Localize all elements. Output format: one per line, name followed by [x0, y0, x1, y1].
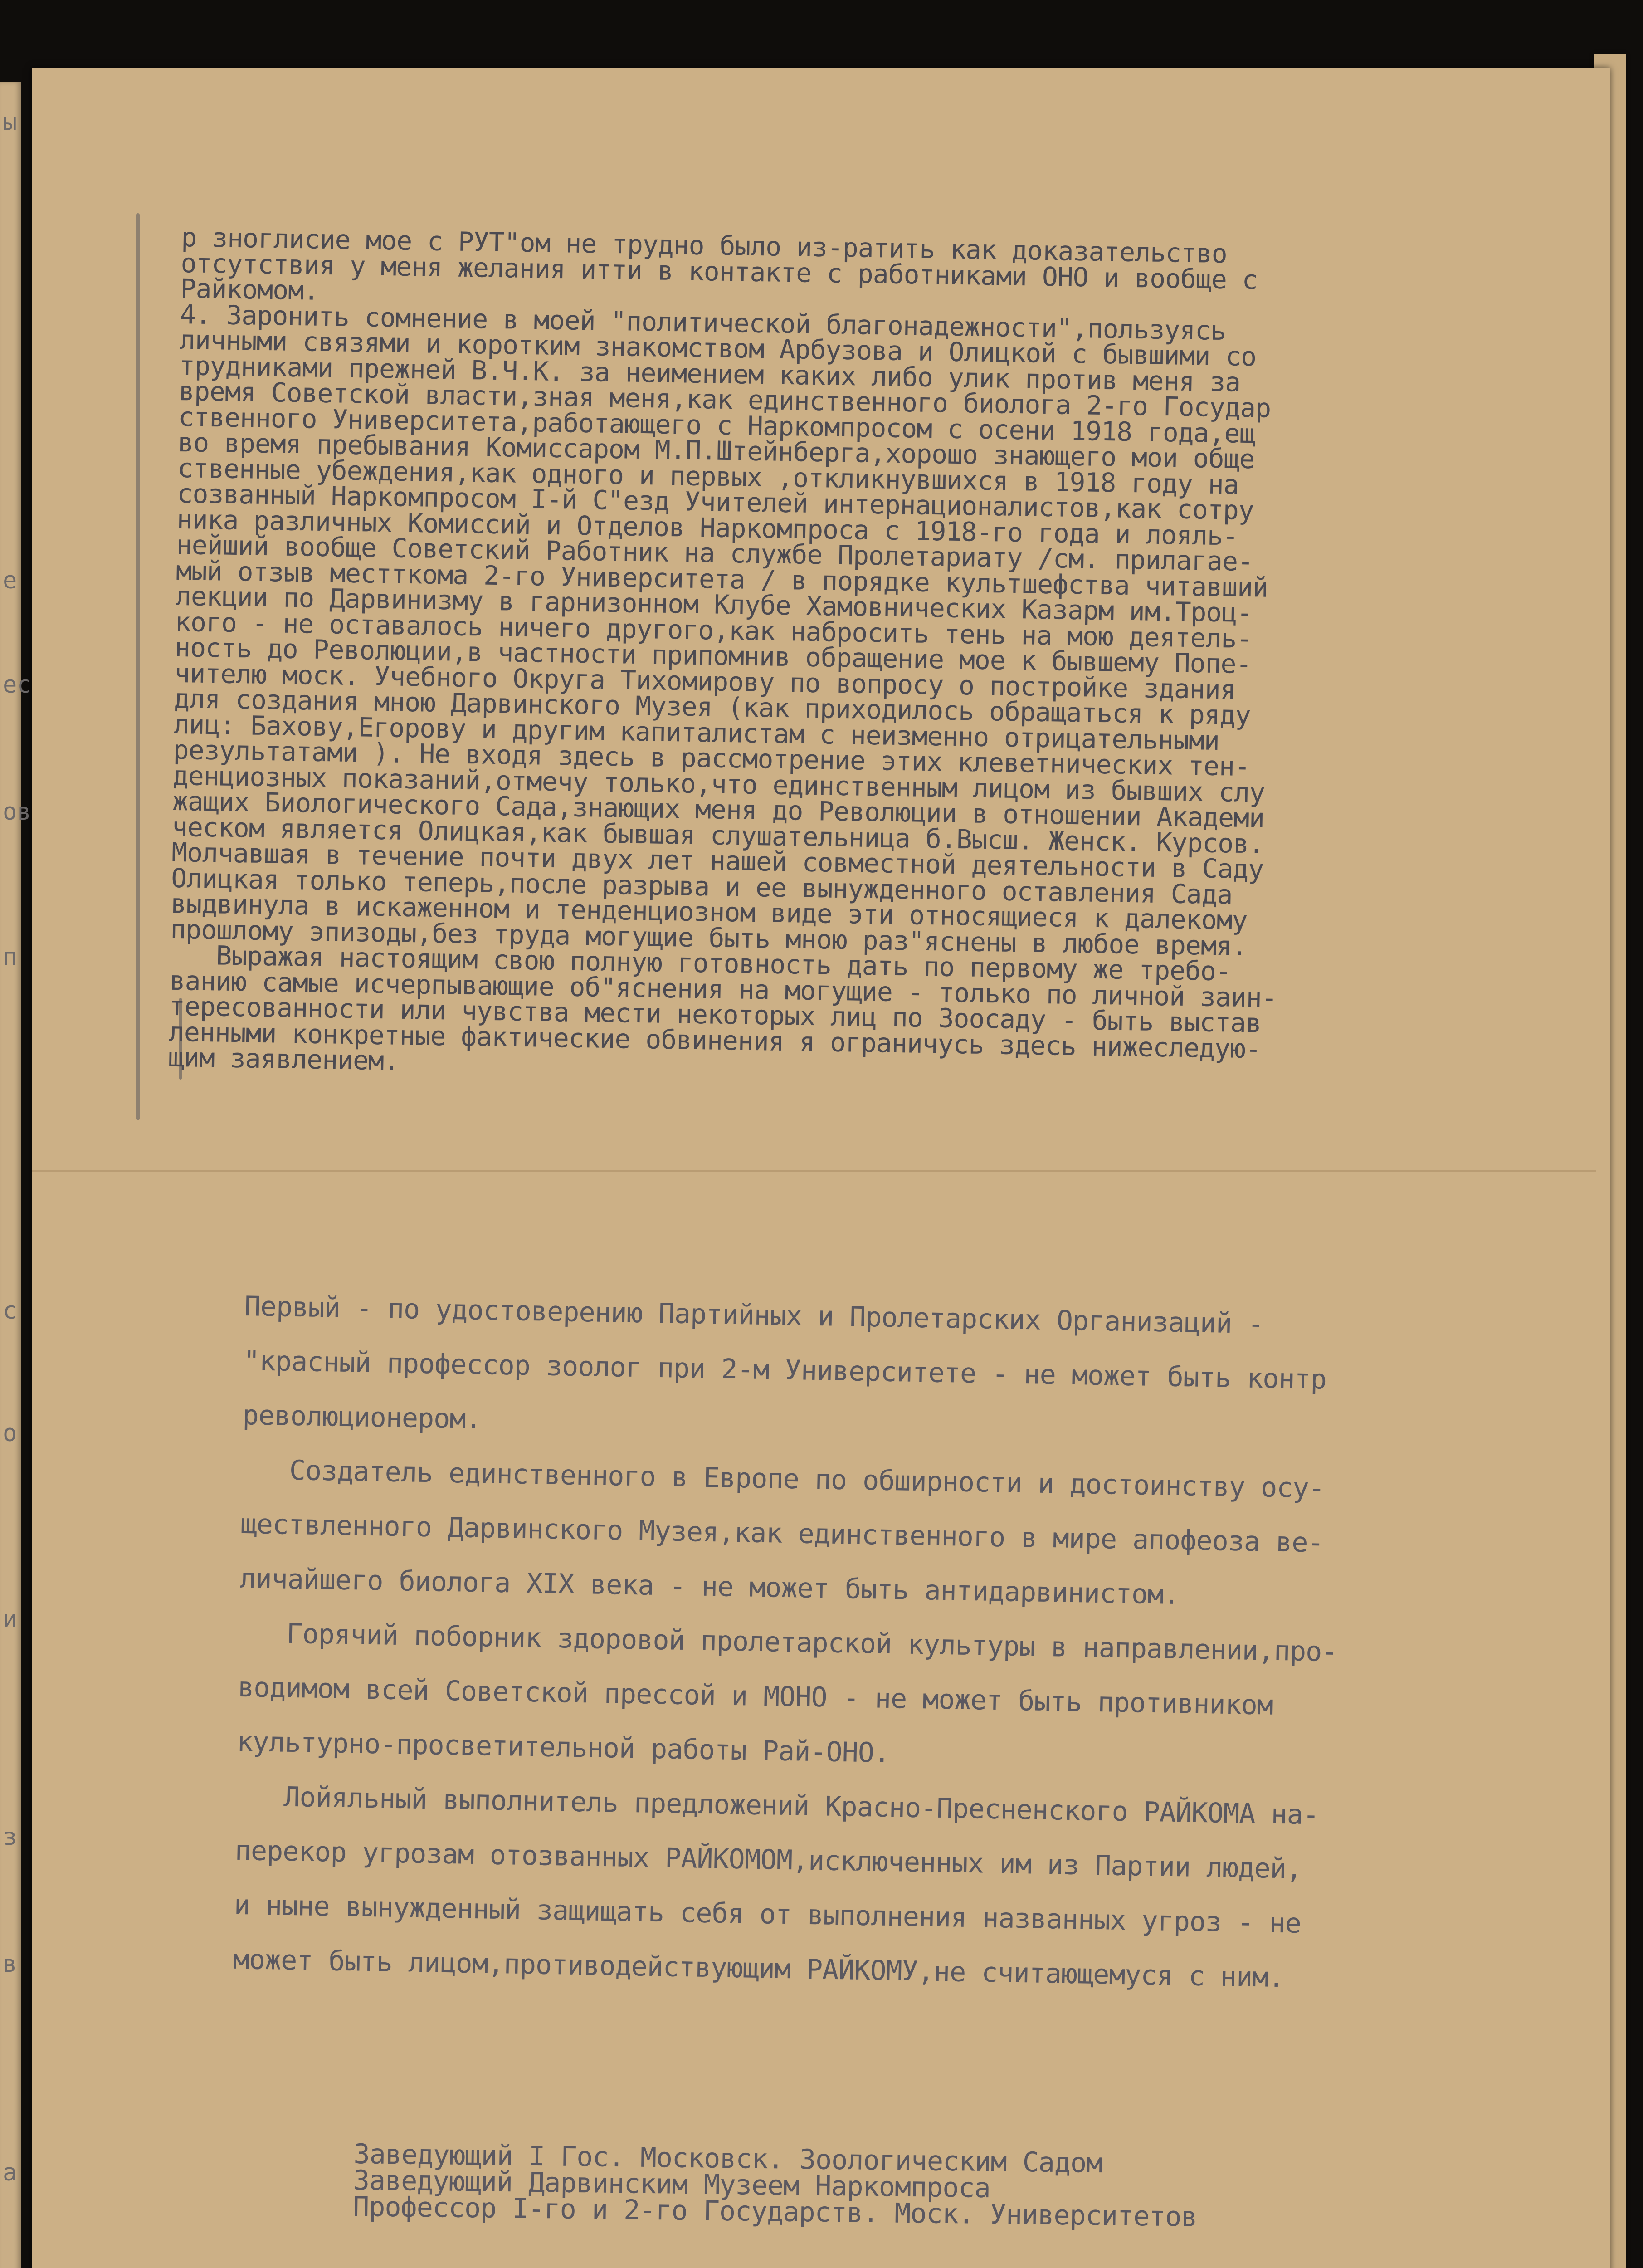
margin-letter: и [3, 1606, 17, 1633]
margin-letter: с [3, 1297, 17, 1325]
margin-letter: ов [3, 798, 31, 826]
margin-letter: о [3, 1420, 17, 1447]
typed-paragraph-statements: Первый - по удостоверению Партийных и Пролетарских Организаций - "красный профессор зоолог при 2-м Университете - не может быть контр революционером. Создатель единственного в Европе по обширности и достоинству осу- ществленного Дарвинского Музея,как единственного в мире апофеоза ве- личайшего биолога XIX века - не может быть антидарвинистом. Горячий поборник здоровой пролетарской культуры в направлении,про- водимом всей Советской прессой и МОНО - не может быть противником культурно-просветительной работы Рай-ОНО. Лойяльный выполнитель предложений Красно-Пресненского РАЙКОМА на- перекор угрозам отозванных РАЙКОМОМ,исключенных им из Партии людей, и ныне вынужденный защищать себя от выполнения названных угроз - не может быть лицом,противодействующим РАЙКОМУ,не считающемуся с ним. [233, 1290, 1338, 1994]
margin-letter: ес [3, 671, 31, 699]
paper-fold-line [32, 1170, 1596, 1172]
margin-letter: п [3, 943, 17, 971]
margin-pencil-mark [136, 213, 140, 1120]
margin-letter: ы [3, 109, 17, 136]
margin-letter: а [3, 2159, 17, 2186]
typed-paragraph-main: р зноглисие мое с РУТ"ом не трудно было из-ратить как доказательство отсутствия у меня желания итти в контакте с работниками ОНО и вообще с Райкомом. 4. Заронить сомнение в моей "политической благонадежности",пользуясь личными связями и коротким знакомством Арбузова и Олицкой с бывшими со трудниками прежней В.Ч.К. за неимением каких либо улик против меня за время Советской власти,зная меня,как единственного биолога 2-го Государ ственного Университета,работающего с Наркомпросом с осени 1918 года,ещ во время пребывания Комиссаром М.П.Штейнберга,хорошо знающего мои обще ственные убеждения,как одного и первых ,откликнувшихся в 1918 году на созванный Наркомпросом I-й С"езд Учителей интернационалистов,как сотру ника различных Комиссий и Отделов Наркомпроса с 1918-го года и лояль- нейший вообще Советский Работник на службе Пролетариату /см. прилагае- мый отзыв местткома 2-го Университета / в порядке культшефства читавший лекции по Дарвинизму в гарнизонном Клубе Хамовнических Казарм им.Троц- кого - не оставалось ничего другого,как набросить тень на мою деятель- ность до Революции,в частности припомнив обращение мое к бывшему Попе- чителю моск. Учебного Округа Тихомирову по вопросу о постройке здания для создания мною Дарвинского Музея (как приходилось обращаться к ряду лиц: Бахову,Егорову и другим капиталистам с неизменно отрицательными результатами ). Не входя здесь в рассмотрение этих клеветнических тен- денциозных показаний,отмечу только,что единственным лицом из бывших слу жащих Биологического Сада,знающих меня до Революции в отношении Академи ческом является Олицкая,как бывшая слушательница б.Высш. Женск. Курсов. Молчавшая в течение почти двух лет нашей совместной деятельности в Саду Олицкая только теперь,после разрыва и ее вынужденного оставления Сада выдвинула в искаженном и тенденциозном виде эти относящиеся к далекому прошлому эпизоды,без труда могущие быть мною раз"яснены в любое время. Выражая настоящим свою полную готовность дать по первому же требо- ванию самые исчерпывающие об"яснения на могущие - только по личной заин- тересованности или чувства мести некоторых лиц по Зоосаду - быть выстав ленными конкретные фактические обвинения я ограничусь здесь нижеследую- щим заявлением. [168, 222, 1277, 1076]
margin-letter: е [3, 567, 17, 594]
margin-letter: в [3, 1950, 17, 1978]
previous-page-edge [0, 82, 31, 2268]
margin-letter: з [3, 1823, 17, 1851]
signature-block: Заведующий I Гос. Московск. Зоологическим Садом Заведующий Дарвинским Музеем Наркомпроса Профессор I-го и 2-го Государств. Моск. Университетов [352, 2138, 1198, 2233]
